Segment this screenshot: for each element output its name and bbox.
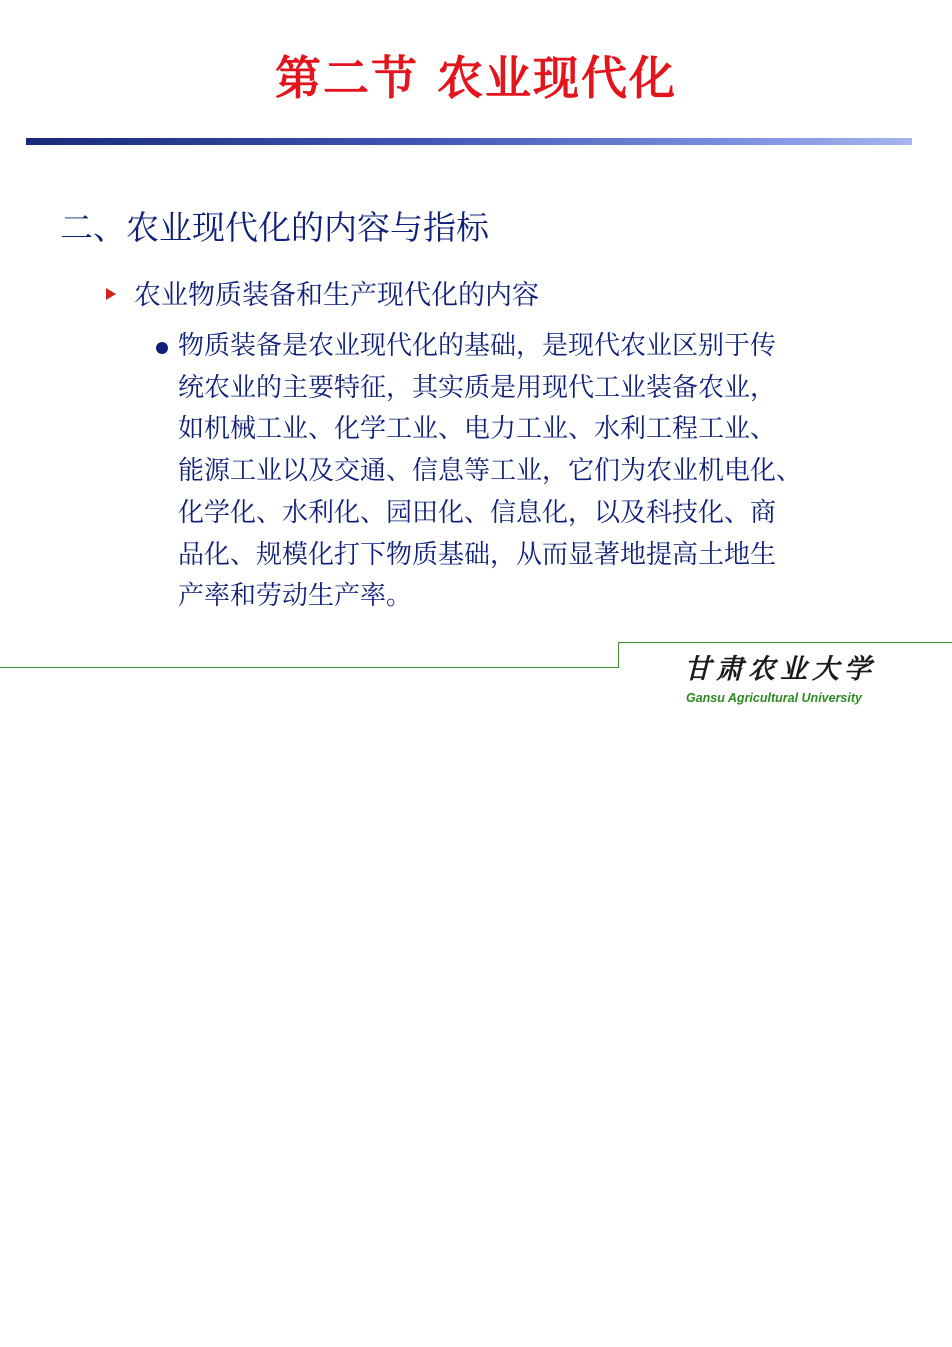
subheading-text: 农业物质装备和生产现代化的内容 — [134, 280, 539, 311]
footer-divider-step — [618, 642, 619, 668]
footer-divider-right — [618, 642, 952, 643]
subheading-item — [106, 276, 539, 316]
section-heading: 二、农业现代化的内容与指标 — [60, 208, 489, 247]
paragraph-line: 化学化、水利化、园田化、信息化，以及科技化、商 — [178, 497, 777, 528]
bullet-dot-icon — [156, 342, 168, 354]
university-logo-english: Gansu Agricultural University — [686, 691, 862, 705]
paragraph-line: 如机械工业、化学工业、电力工业、水利工程工业、 — [178, 414, 777, 445]
arrow-right-icon — [106, 288, 116, 300]
paragraph-line: 物质装备是农业现代化的基础，是现代农业区别于传 — [178, 331, 777, 361]
paragraph-line: 品化、规模化打下物质基础，从而显著地提高土地生 — [178, 539, 777, 570]
title-divider — [26, 138, 912, 145]
university-logo-chinese: 甘肃农业大学 — [684, 654, 876, 685]
footer-divider-left — [0, 667, 619, 668]
slide-title: 第二节 农业现代化 — [274, 51, 677, 105]
paragraph-line: 能源工业以及交通、信息等工业，它们为农业机电化、 — [178, 456, 803, 487]
paragraph-line: 统农业的主要特征，其实质是用现代工业装备农业， — [178, 372, 777, 403]
paragraph-line: 产率和劳动生产率。 — [178, 581, 413, 612]
bullet-paragraph — [178, 326, 878, 618]
